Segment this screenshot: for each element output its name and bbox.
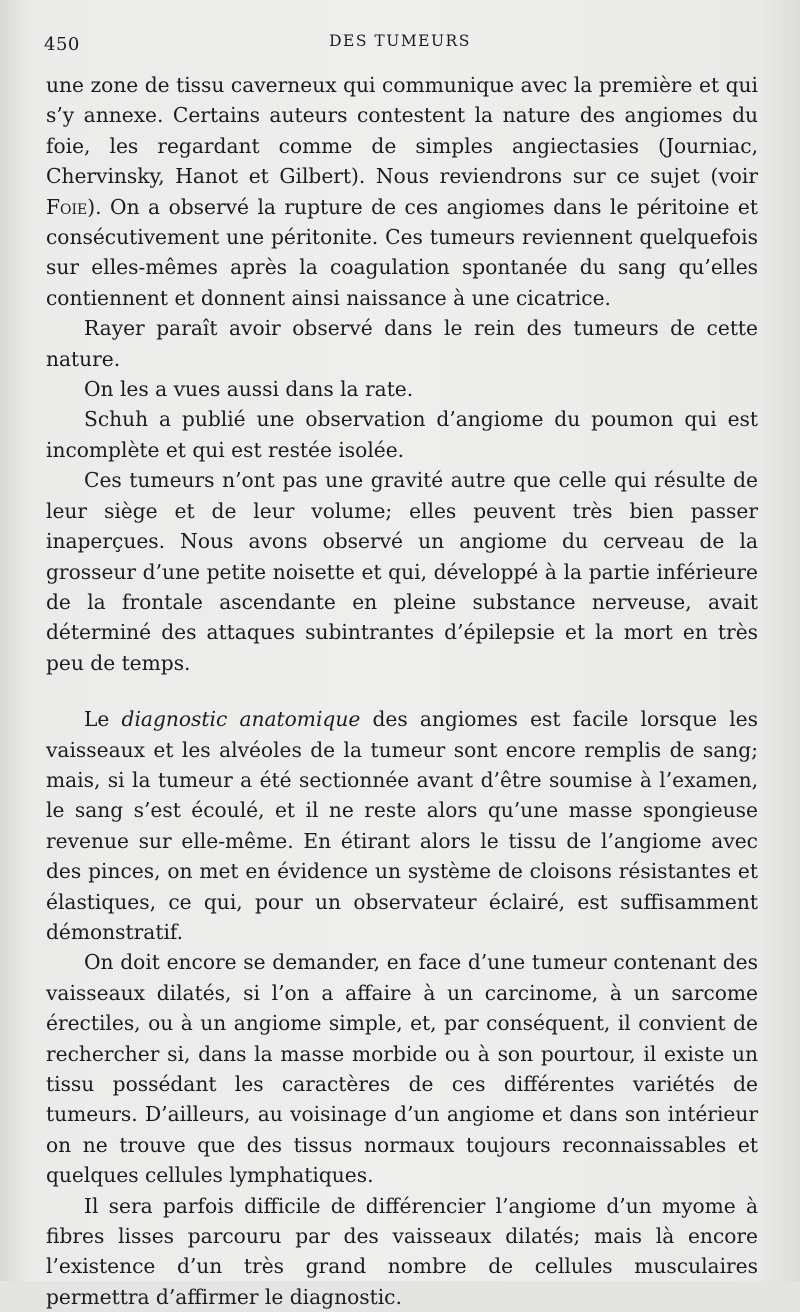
paragraph-6-rest: des angiomes est facile lorsque les vaisseaux et les alvéoles de la tumeur sont encore remplis de sang; mais, si la tumeur a été sectionnée avant d’être soumise à l’examen, le sang s’est écoulé, et il ne reste alors qu’une masse spongieuse revenue sur elle-même. En étirant alors le tissu de l’angiome avec des pinces, on met en évidence un système de cloisons résistantes et élastiques, ce qui, pour un observateur éclairé, est suffisamment démonstratif.	[46, 707, 758, 944]
paragraph-6-emphasis: diagnostic anatomique	[121, 707, 361, 732]
page-number: 450	[44, 34, 80, 55]
paragraph-7: On doit encore se demander, en face d’une tumeur contenant des vaisseaux dilatés, si l’on a affaire à un carcinome, à un sarcome érectiles, ou à un angiome simple, et, par conséquent, il convient de rechercher si, dans la masse morbide ou à son pourtour, il existe un tissu possédant les caractères de ces différentes variétés de tumeurs. D’ailleurs, au voisinage d’un angiome et dans son intérieur on ne trouve que des tissus normaux toujours reconnaissables et quelques cellules lymphatiques.	[46, 950, 758, 1188]
paragraph-1	[46, 70, 758, 313]
paragraph-6-lead: Le	[84, 707, 122, 732]
body-text	[46, 70, 758, 1312]
paragraph-3: On les a vues aussi dans la rate.	[84, 377, 414, 402]
running-head: DES TUMEURS	[329, 32, 471, 50]
paragraph-1-text-b: ). On a observé la rupture de ces angiomes dans le péritoine et consécutivement une péritonite. Ces tumeurs reviennent quelquefois sur elles-mêmes après la coagulation spontanée du sang qu’elles contiennent et donnent ainsi naissance à une cicatrice.	[46, 194, 758, 310]
paragraph-4: Schuh a publié une observation d’angiome du poumon qui est incomplète et qui est restée isolée.	[46, 407, 758, 462]
paragraph-5: Ces tumeurs n’ont pas une gravité autre que celle qui résulte de leur siège et de leur volume; elles peuvent très bien passer inaperçues. Nous avons observé un angiome du cerveau de la grosseur d’une petite noisette et qui, développé à la partie inférieure de la frontale ascendante en pleine substance nerveuse, avait déterminé des attaques subintrantes d’épilepsie et la mort en très peu de temps.	[46, 468, 758, 675]
paragraph-2: Rayer paraît avoir observé dans le rein des tumeurs de cette nature.	[46, 316, 758, 371]
cross-reference-foie: Foie	[46, 194, 88, 219]
paragraph-8: Il sera parfois difficile de différencier l’angiome d’un myome à fibres lisses parcouru par des vaisseaux dilatés; mais là encore l’existence d’un très grand nombre de cellules musculaires permettra d’affirmer le diagnostic.	[46, 1193, 758, 1309]
page-header	[44, 30, 756, 58]
paragraph-6	[46, 704, 758, 947]
paragraph-1-text-a: une zone de tissu caverneux qui communique avec la première et qui s’y annexe. Certains auteurs contestent la nature des angiomes du foie, les regardant comme de simples angiectasies (Journiac, Chervinsky, Hanot et Gilbert). Nous reviendrons sur ce sujet (voir	[46, 73, 758, 189]
